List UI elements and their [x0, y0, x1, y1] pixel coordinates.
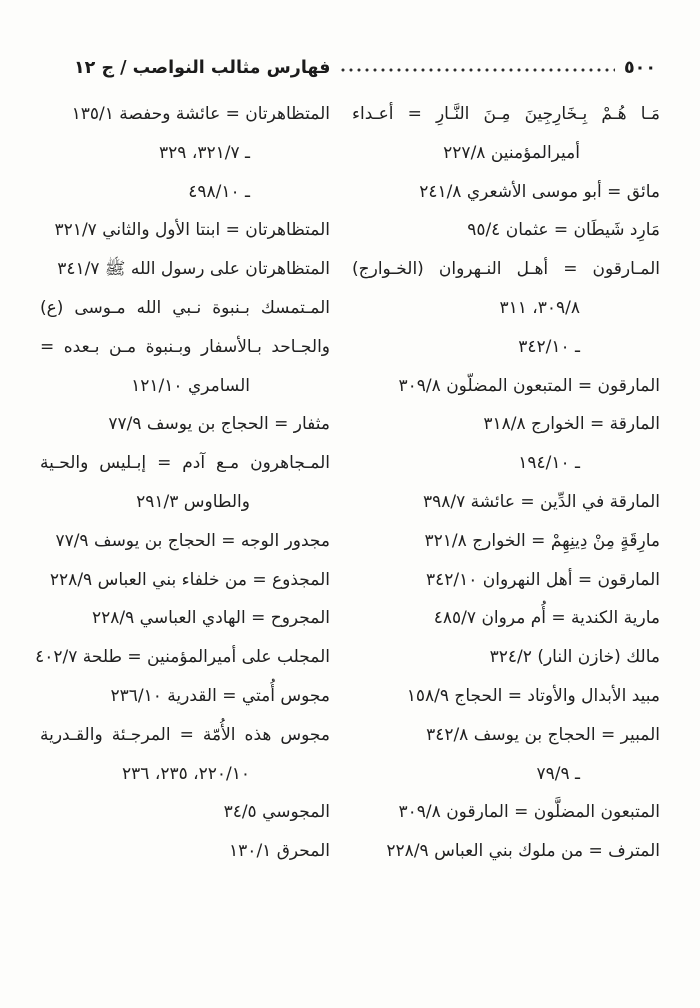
index-entry: مثفار = الحجاج بن يوسف ٧٧/٩: [108, 414, 330, 435]
index-entry: المـارقون = أهـل النـهروان (الخـوارج): [352, 259, 660, 280]
index-entry: ٣٠٩/٨، ٣١١: [499, 297, 580, 318]
index-entry: المجروح = الهادي العباسي ٢٢٨/٩: [91, 608, 330, 629]
index-entry: مائق = أبو موسى الأشعري ٢٤١/٨: [419, 181, 660, 202]
index-entry: المجوسي ٣٤/٥: [223, 802, 330, 823]
index-entry: المارقون = المتبعون المضلّون ٣٠٩/٨: [398, 375, 660, 396]
index-entry: ٢٢٠/١٠، ٢٣٥، ٢٣٦: [122, 763, 250, 784]
index-entry: المجذوع = من خلفاء بني العباس ٢٢٨/٩: [49, 569, 330, 590]
page-number: ٥٠٠: [623, 58, 656, 78]
index-entry: ـ ٣٤٢/١٠: [518, 336, 580, 357]
index-entry: المارقون = أهل النهروان ٣٤٢/١٠: [426, 569, 660, 590]
index-entry: المارقة في الدِّين = عائشة ٣٩٨/٧: [422, 491, 660, 512]
index-entry: مَارِد شَيطَان = عثمان ٩٥/٤: [467, 220, 660, 241]
running-title: فهارس مثالب النواصب / ج ١٢: [74, 58, 331, 78]
index-column-right: [352, 95, 660, 871]
index-entry: والطاوس ٢٩١/٣: [136, 491, 250, 512]
index-entry: المترف = من ملوك بني العباس ٢٢٨/٩: [386, 841, 660, 862]
index-entry: ـ ٤٩٨/١٠: [188, 181, 250, 202]
index-entry: المبير = الحجاج بن يوسف ٣٤٢/٨: [426, 724, 660, 745]
index-entry: ـ ٣٢١/٧، ٣٢٩: [159, 142, 250, 163]
index-entry: مالك (خازن النار) ٣٢٤/٢: [489, 647, 660, 668]
dotted-leader: [339, 68, 615, 72]
index-entry: ـ ٧٩/٩: [536, 763, 580, 784]
index-entry: السامري ١٢١/١٠: [131, 375, 250, 396]
index-column-left: [35, 95, 330, 871]
index-entry: مارِقَةٍ مِنْ دِينِهِمْ = الخوارج ٣٢١/٨: [424, 530, 660, 551]
index-entry: المحرق ١٣٠/١: [229, 841, 330, 862]
index-entry: مَـا هُـمْ بِـخَارِجِينَ مِـنَ النَّـارِ = أعـداء: [352, 104, 660, 124]
index-entry: المجلب على أميرالمؤمنين = طلحة ٤٠٢/٧: [35, 647, 330, 668]
index-entry: ـ ١٩٤/١٠: [518, 453, 580, 474]
index-entry: أميرالمؤمنين ٢٢٧/٨: [443, 142, 580, 163]
index-entry: والجـاحد بـالأسفار وبـنبوة مـن بـعده =: [40, 336, 330, 357]
index-entry: المتبعون المضلَّون = المارقون ٣٠٩/٨: [398, 802, 660, 823]
index-entry: المـجاهرون مـع آدم = إبـليس والحـية: [40, 453, 330, 474]
page-header: [0, 58, 700, 78]
index-entry: المتظاهرتان على رسول الله ﷺ ٣٤١/٧: [57, 259, 330, 280]
index-entry: مجوس أُمتي = القدرية ٢٣٦/١٠: [110, 685, 330, 706]
index-entry: المارقة = الخوارج ٣١٨/٨: [483, 414, 660, 435]
index-entry: مارية الكندية = أُم مروان ٤٨٥/٧: [433, 608, 660, 629]
index-entry: مجدور الوجه = الحجاج بن يوسف ٧٧/٩: [55, 530, 330, 551]
index-entry: المتظاهرتان = عائشة وحفصة ١٣٥/١: [71, 104, 330, 124]
index-entry: مجوس هذه الأُمّة = المرجـئة والقـدرية: [40, 724, 330, 745]
index-entry: المـتمسك بـنبوة نـبي الله مـوسى (ع): [40, 297, 330, 318]
index-entry: المتظاهرتان = ابنتا الأول والثاني ٣٢١/٧: [54, 220, 330, 241]
index-entry: مبيد الأبدال والأوتاد = الحجاج ١٥٨/٩: [406, 685, 660, 706]
